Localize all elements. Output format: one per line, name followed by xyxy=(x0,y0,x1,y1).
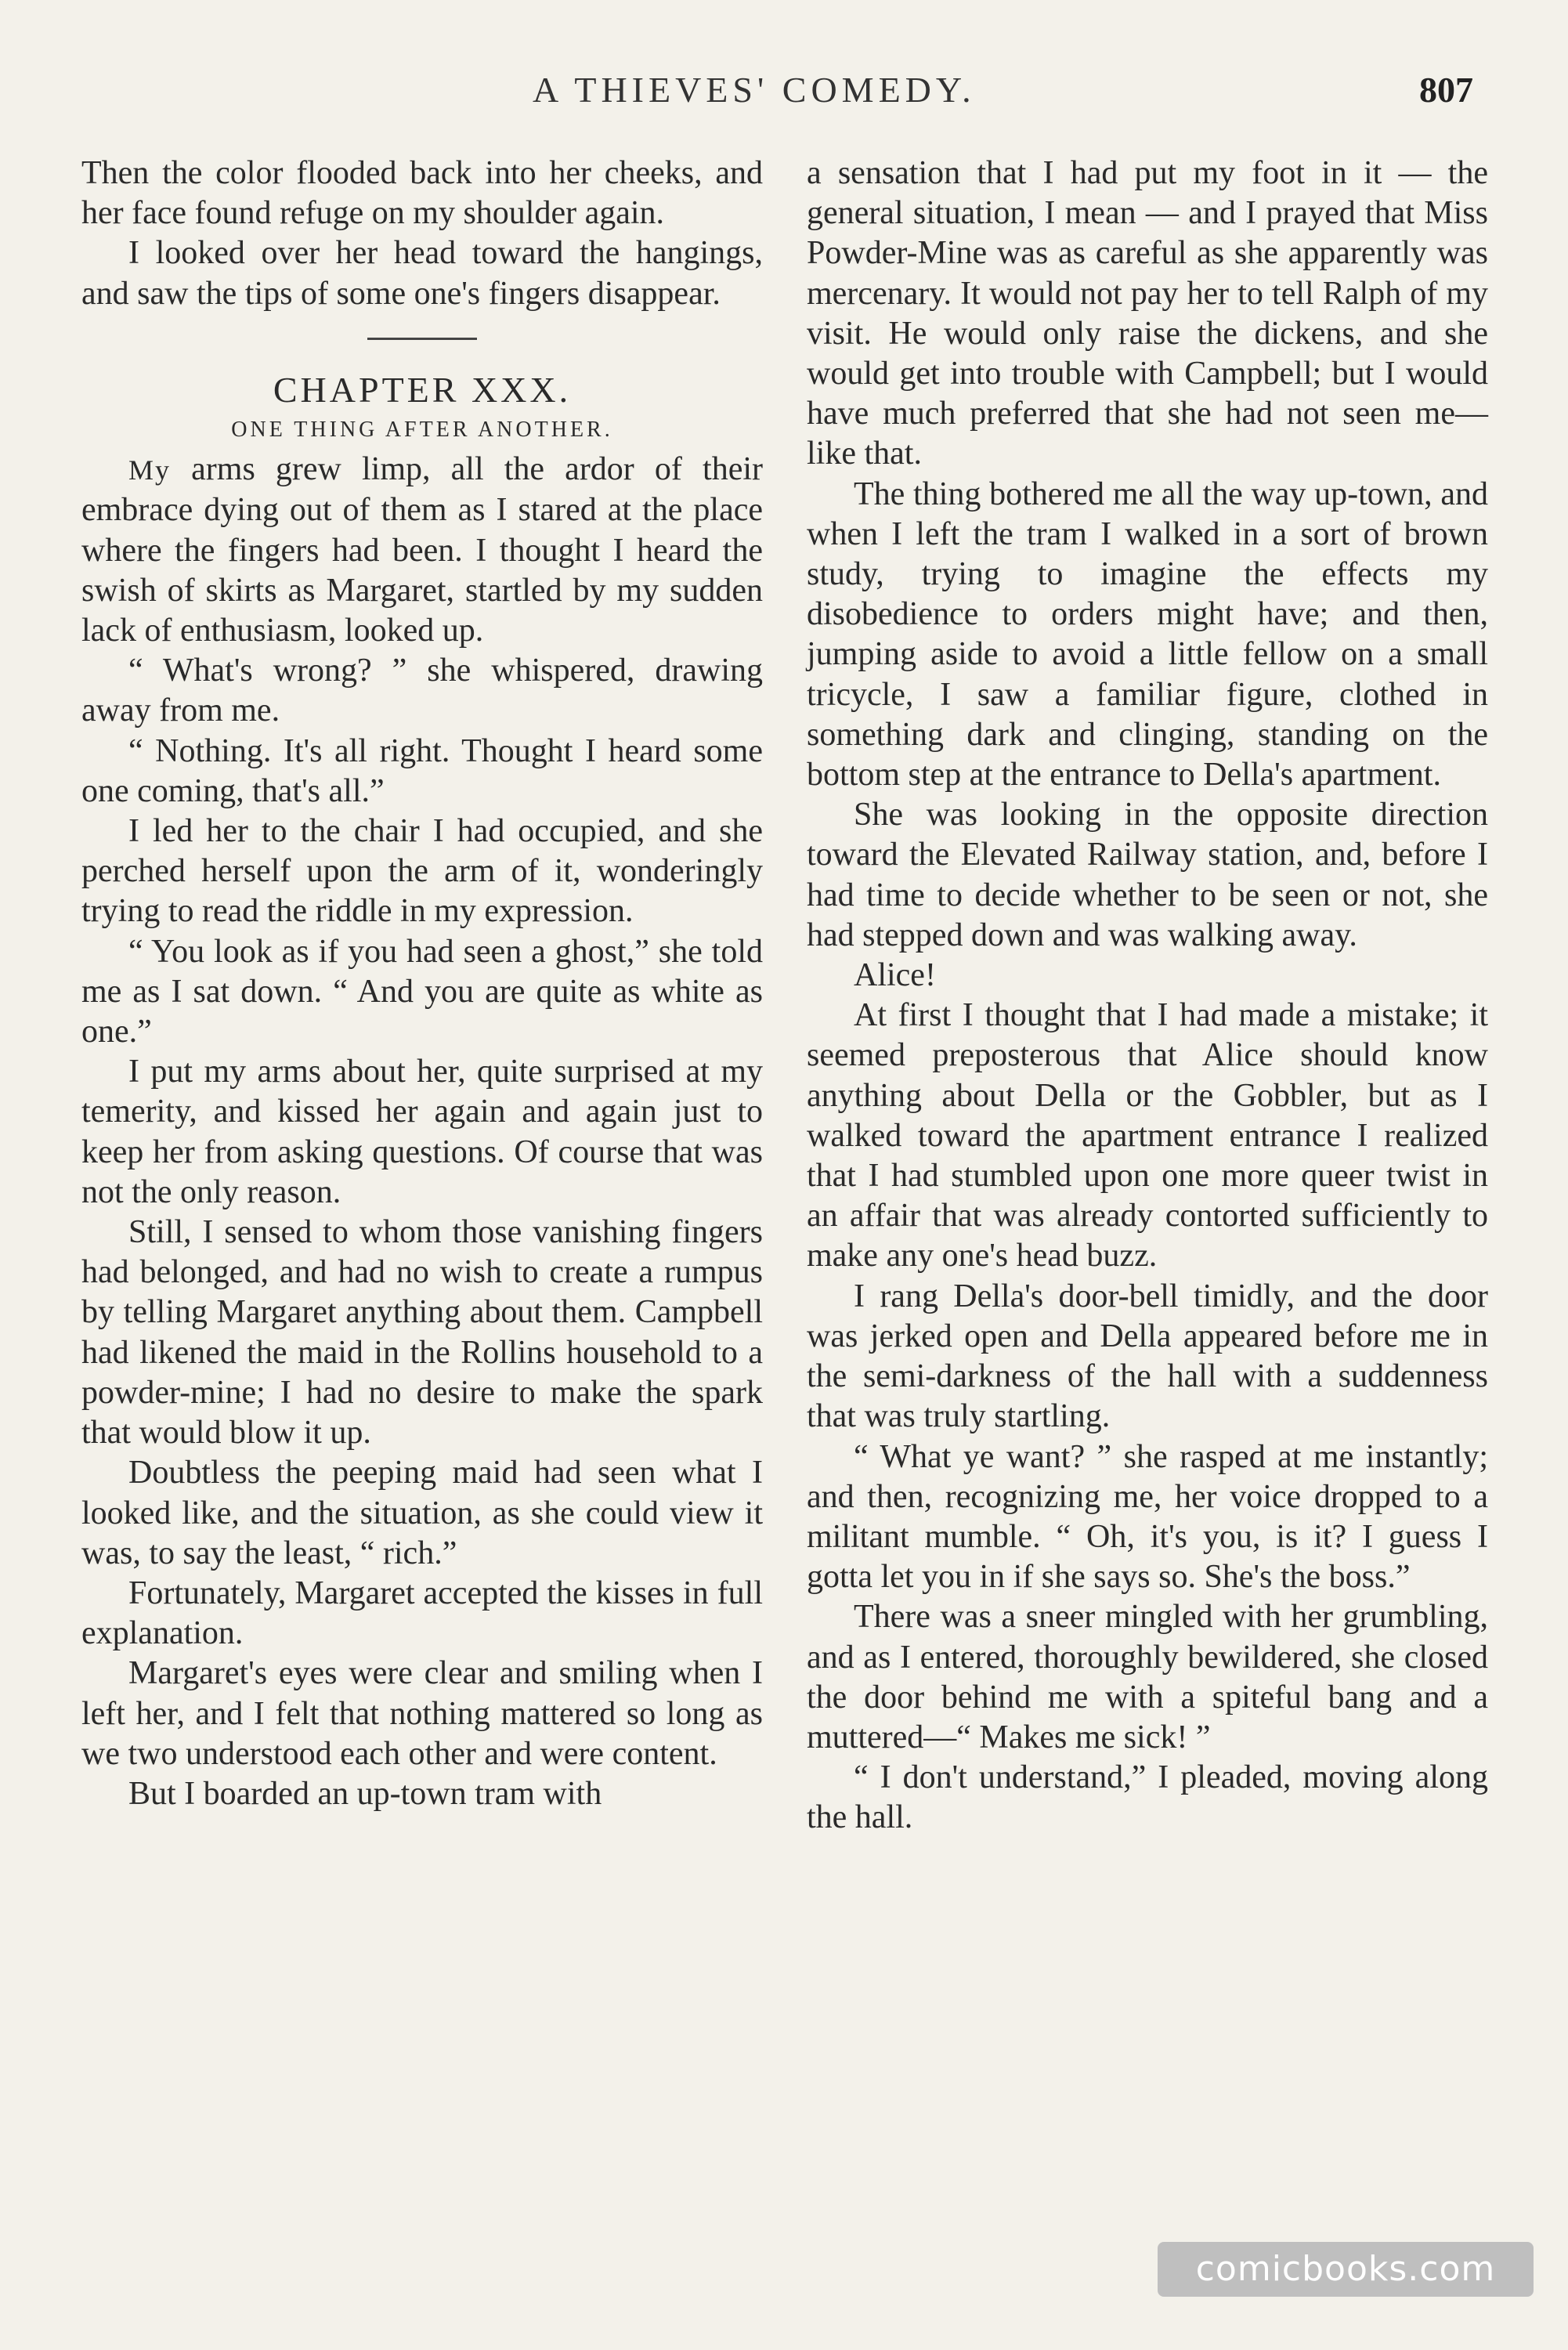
paragraph: I put my arms about her, quite surprised at my temerity, and kissed her again and again just to keep her from asking questions. Of course that was not the only reason. xyxy=(81,1054,763,1210)
paragraph: Still, I sensed to whom those vanishing fingers had belonged, and had no wish to create a rumpus by telling Margaret anything about them. Campbell had likened the maid in the Rollins household to a powder-mine; I had no desire to make the spark that would blow it up. xyxy=(81,1214,763,1452)
paragraph: a sensation that I had put my foot in it — the general situation, I mean — and I prayed that Miss Powder-Mine was as careful as she apparently was mercenary. It would not pay her to tell Ralph of my visit. He would only raise the dickens, and she would get into trouble with Campbell; but I would have much preferred that she had not seen me—like that. xyxy=(807,155,1488,472)
paragraph: “ What ye want? ” she rasped at me instantly; and then, recognizing me, her voice dropped to a militant mumble. “ Oh, it's you, is it? I guess I gotta let you in if she says so. She's the boss.” xyxy=(807,1438,1488,1596)
running-head xyxy=(0,69,1568,124)
paragraph: “ What's wrong? ” she whispered, drawing away from me. xyxy=(81,653,763,729)
paragraph: The thing bothered me all the way up-town, and when I left the tram I walked in a sort of brown study, trying to imagine the effects my disobedience to orders might have; and then, jumping aside to avoid a little fellow on a small tricycle, I saw a familiar figure, clothed in something dark and clinging, standing on the bottom step at the entrance to Della's apartment. xyxy=(807,475,1488,794)
paragraph: “ You look as if you had seen a ghost,” she told me as I sat down. “ And you are quite as white as one.” xyxy=(81,933,763,1050)
watermark xyxy=(1158,2242,1534,2297)
paragraph: Then the color flooded back into her cheeks, and her face found refuge on my shoulder again. xyxy=(81,155,763,232)
paragraph xyxy=(81,450,763,651)
paragraph: “ Nothing. It's all right. Thought I heard some one coming, that's all.” xyxy=(81,732,763,809)
left-column xyxy=(81,154,763,1814)
paragraph: Fortunately, Margaret accepted the kisses in full explanation. xyxy=(81,1574,763,1652)
paragraph: I led her to the chair I had occupied, and she perched herself upon the arm of it, wonderingly trying to read the riddle in my expression. xyxy=(81,813,763,930)
paragraph: Margaret's eyes were clear and smiling when I left her, and I felt that nothing mattered so long as we two understood each other and were content. xyxy=(81,1655,763,1772)
paragraph: She was looking in the opposite direction toward the Elevated Railway station, and, before I had time to decide whether to be seen or not, she had stepped down and was walking away. xyxy=(807,797,1488,953)
paragraph-text: arms grew limp, all the ardor of their embrace dying out of them as I stared at the place where the fingers had been. I thought I heard the swish of skirts as Margaret, startled by my sudden lack of enthusiasm, looked up. xyxy=(81,451,763,649)
running-title: A THIEVES' COMEDY. xyxy=(533,70,976,110)
section-divider xyxy=(367,338,477,340)
paragraph: “ I don't understand,” I pleaded, moving along the hall. xyxy=(807,1759,1488,1836)
watermark-text: comicbooks.com xyxy=(1195,2249,1496,2289)
paragraph: I rang Della's door-bell timidly, and the door was jerked open and Della appeared before me in the semi-darkness of the hall with a suddenness that was truly startling. xyxy=(807,1278,1488,1435)
paragraph: Doubtless the peeping maid had seen what I looked like, and the situation, as she could view it was, to say the least, “ rich.” xyxy=(81,1455,763,1571)
paragraph-lead-word: My xyxy=(128,454,172,486)
chapter-title: CHAPTER XXX. xyxy=(273,369,572,410)
page-number: 807 xyxy=(1419,70,1473,110)
paragraph: There was a sneer mingled with her grumbling, and as I entered, thoroughly bewildered, she closed the door behind me with a spiteful bang and a muttered—“ Makes me sick! ” xyxy=(807,1599,1488,1755)
paragraph: I looked over her head toward the hangings, and saw the tips of some one's fingers disappear. xyxy=(81,235,763,312)
paragraph: But I boarded an up-town tram with xyxy=(128,1775,602,1812)
paragraph: Alice! xyxy=(854,957,936,994)
right-column xyxy=(807,154,1488,1838)
paragraph: At first I thought that I had made a mistake; it seemed preposterous that Alice should know anything about Della or the Gobbler, but as I walked toward the apartment entrance I realized that I had stumbled upon one more queer twist in an affair that was already contorted sufficiently to make any one's head buzz. xyxy=(807,997,1488,1274)
chapter-subtitle: ONE THING AFTER ANOTHER. xyxy=(231,418,613,443)
